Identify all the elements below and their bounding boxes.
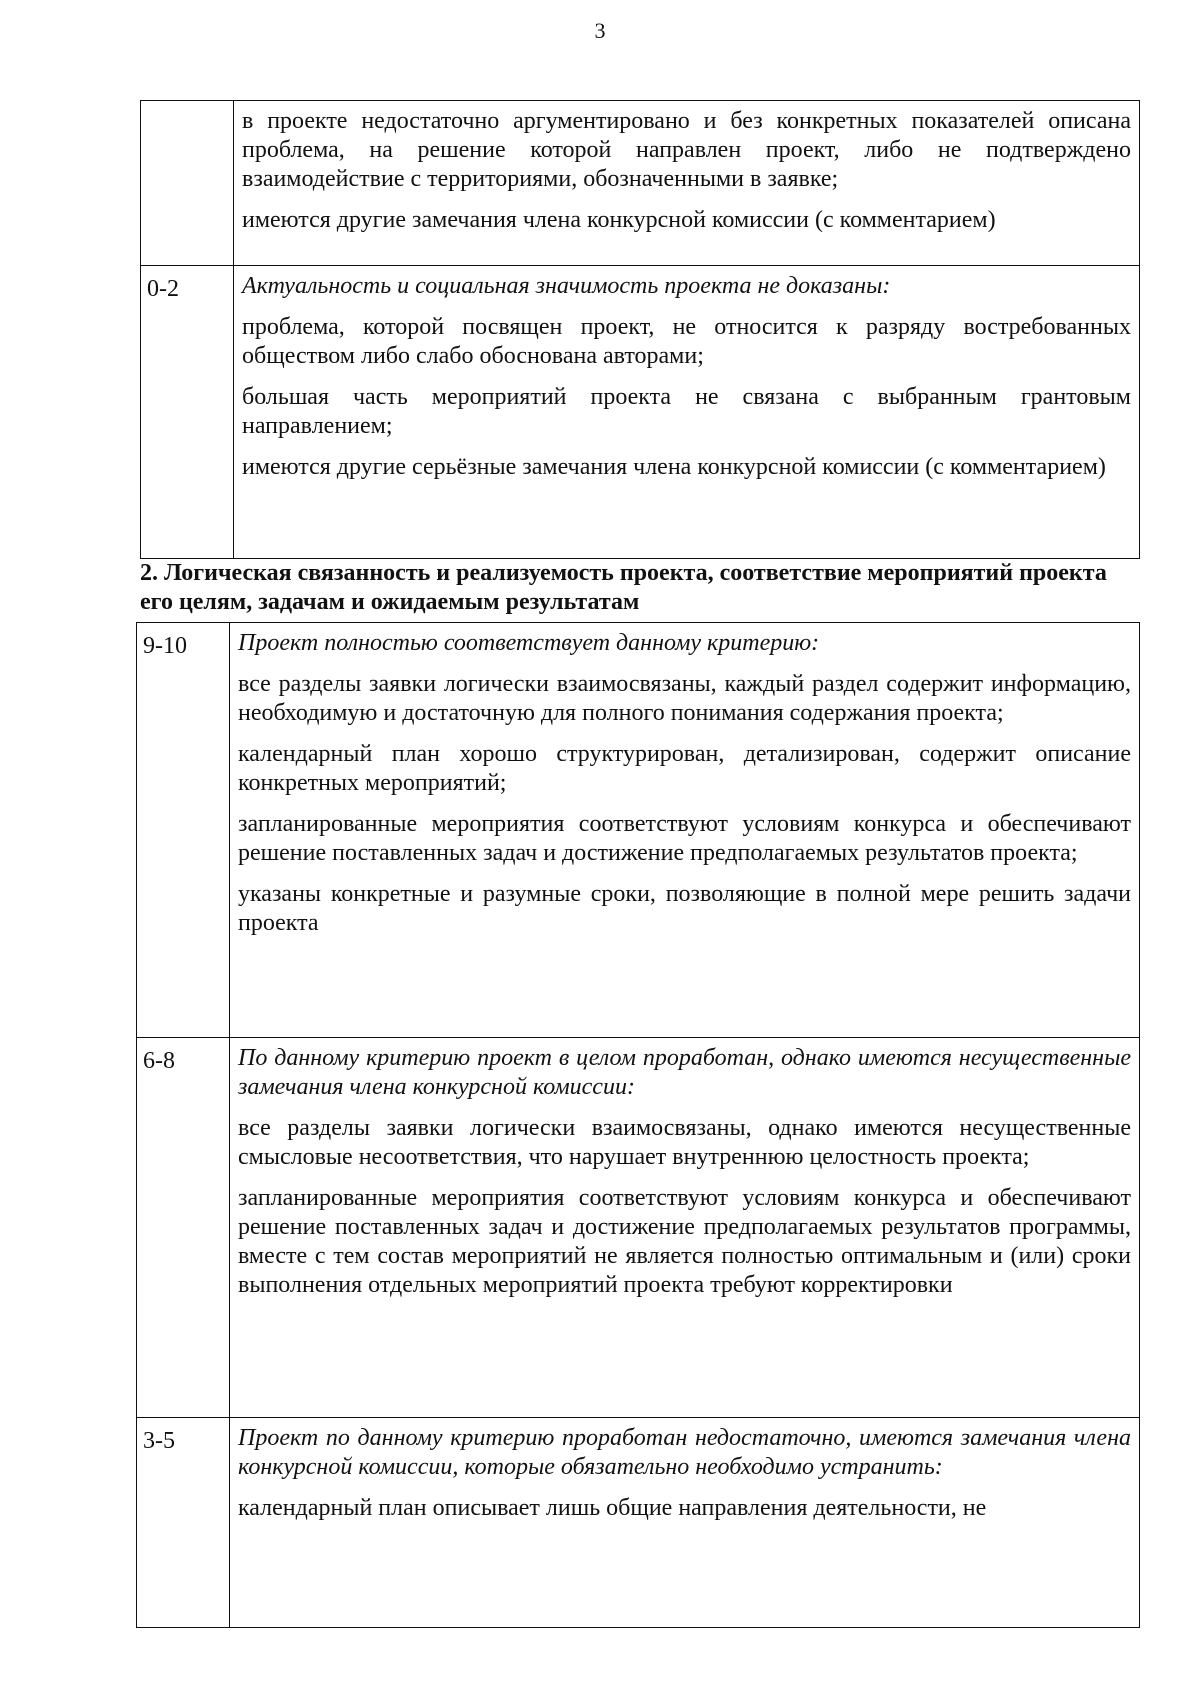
section-heading: 2. Логическая связанность и реализуемость проекта, соответствие мероприятий проекта его целям, задачам и ожидаемым результатам <box>140 560 1107 615</box>
criterion-text: запланированные мероприятия соответствуют условиям конкурса и обеспечивают решение поставленных задач и достижение предполагаемых результатов программы, вместе с тем состав мероприятий не является полностью оптимальным и (или) сроки выполнения отдельных мероприятий проекта требуют корректировки <box>238 1185 1131 1298</box>
description-cell <box>234 266 1140 559</box>
criterion-heading: По данному критерию проект в целом проработан, однако имеются несущественные замечания члена конкурсной комиссии: <box>238 1045 1131 1100</box>
score-cell: 3-5 <box>137 1418 230 1628</box>
table-row <box>137 1418 1140 1628</box>
criteria-table-2 <box>136 622 1140 1628</box>
table-row <box>137 1038 1140 1418</box>
table-row <box>141 101 1140 266</box>
table-row <box>141 266 1140 559</box>
criterion-text: все разделы заявки логически взаимосвязаны, однако имеются несущественные смысловые несоответствия, что нарушает внутреннюю целостность проекта; <box>238 1115 1131 1170</box>
criterion-text: запланированные мероприятия соответствуют условиям конкурса и обеспечивают решение поставленных задач и достижение предполагаемых результатов проекта; <box>238 811 1131 866</box>
description-cell <box>230 623 1140 1038</box>
criteria-table-1 <box>140 100 1140 559</box>
criterion-text: в проекте недостаточно аргументировано и без конкретных показателей описана проблема, на решение которой направлен проект, либо не подтверждено взаимодействие с территориями, обозначенными в заявке; <box>242 108 1131 192</box>
criterion-text: большая часть мероприятий проекта не связана с выбранным грантовым направлением; <box>242 384 1131 439</box>
criterion-heading: Проект полностью соответствует данному критерию: <box>238 630 820 656</box>
description-cell <box>234 101 1140 266</box>
criterion-text: имеются другие серьёзные замечания члена конкурсной комиссии (с комментарием) <box>242 454 1106 480</box>
score-cell: 0-2 <box>141 266 234 559</box>
score-cell: 6-8 <box>137 1038 230 1418</box>
page-number: 3 <box>594 18 606 43</box>
criterion-text: имеются другие замечания члена конкурсной комиссии (с комментарием) <box>242 207 996 233</box>
criterion-heading: Проект по данному критерию проработан недостаточно, имеются замечания члена конкурсной комиссии, которые обязательно необходимо устранить: <box>238 1425 1131 1480</box>
criterion-text: календарный план описывает лишь общие направления деятельности, не <box>238 1495 987 1521</box>
description-cell <box>230 1038 1140 1418</box>
table-row <box>137 623 1140 1038</box>
criterion-text: все разделы заявки логически взаимосвязаны, каждый раздел содержит информацию, необходимую и достаточную для полного понимания содержания проекта; <box>238 671 1131 726</box>
score-cell <box>141 101 234 266</box>
criterion-text: указаны конкретные и разумные сроки, позволяющие в полной мере решить задачи проекта <box>238 881 1131 936</box>
score-cell: 9-10 <box>137 623 230 1038</box>
criterion-heading: Актуальность и социальная значимость проекта не доказаны: <box>242 273 891 299</box>
criterion-text: проблема, которой посвящен проект, не относится к разряду востребованных обществом либо слабо обоснована авторами; <box>242 314 1131 369</box>
description-cell <box>230 1418 1140 1628</box>
criterion-text: календарный план хорошо структурирован, детализирован, содержит описание конкретных мероприятий; <box>238 741 1131 796</box>
